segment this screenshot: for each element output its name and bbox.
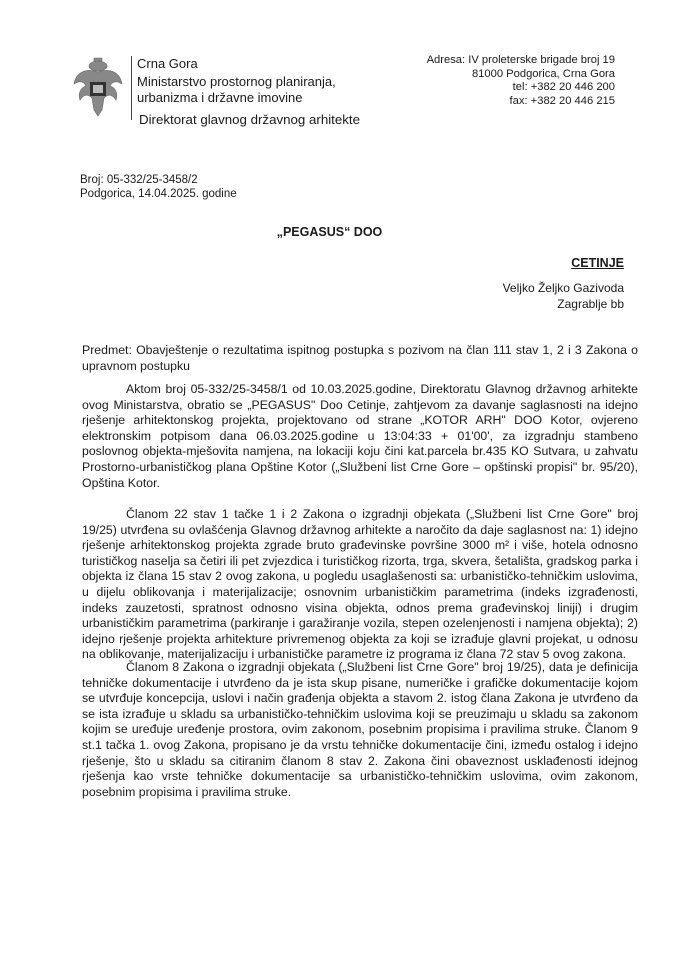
montenegro-coat-of-arms-logo (72, 54, 124, 118)
paragraph-1: Aktom broj 05-332/25-3458/1 od 10.03.2025.godine, Direktoratu Glavnog državnog arhitekte ovog Ministarstva, obratio se „PEGASUS" Doo Cetinje, zahtjevom za davanje saglasnosti na idejno rješenje arhitektonskog projekta, projektovano od strane „KOTOR ARH" DOO Kotor, ovjereno elektronskim potpisom dana 06.03.2025.godine u 13:04:33 + 01'00', za izgradnju stambeno poslovnog objekta-mješovita namjena, na lokaciji koju čini kat.parcela br.435 KO Sutvara, u zahvatu Prostorno-urbanističkog plana Opštine Kotor („Službeni list Crne Gore – opštinski propisi" br. 95/20), Opština Kotor. (82, 382, 638, 490)
paragraph-2: Članom 22 stav 1 tačke 1 i 2 Zakona o izgradnji objekata („Službeni list Crne Gore" broj 19/25) utvrđena su ovlašćenja Glavnog državnog arhitekte a naročito da daje saglasnost na: 1) idejno rješenje arhitektonskog projekta zgrade bruto građevinske površine 3000 m² i više, hotela odnosno turističkog naselja sa četiri ili pet zvjezdica i turističkog rizorta, trga, skvera, šetališta, gradskog parka i objekta iz člana 15 stav 2 ovog zakona, u pogledu usaglašenosti sa: urbanističko-tehničkim uslovima, u dijelu oblikovanja i materijalizacije; osnovnim urbanističkim parametrima (indeks izgrađenosti, indeks zauzetosti, spratnost odnosno visina objekta, odnos prema građevinskoj liniji) i drugim urbanističkim parametrima (parkiranje i garažiranje vozila, stepen ozelenjenosti i namjena objekta); 2) idejno rješenje projekta arhitekture privremenog objekta za koji se izrađuje glavni projekat, u odnosu na oblikovanje, materijalizaciju i urbanističke parametre iz programa iz člana 72 stav 5 ovog zakona. (82, 507, 638, 662)
recipient-company (0, 225, 679, 239)
paragraph-3: Članom 8 Zakona o izgradnji objekata („Službeni list Crne Gore" broj 19/25), data je definicija tehničke dokumentacije i utvrđeno da je ista skup pisane, numeričke i grafičke dokumentacije kojom se utvrđuje koncepcija, uslovi i način građenja objekta a stavom 2. istog člana Zakona je utvrđeno da se ista izrađuje u skladu sa urbanističko-tehničkim uslovima koji se preuzimaju u skladu sa zakonom kojim se uređuje uređenje prostora, ovim zakonom, posebnim propisima i pravilima struke. Članom 9 st.1 tačka 1. ovog Zakona, propisano je da vrstu tehničke dokumentacije čini, između ostalog i idejno rješenje, što u skladu sa citiranim članom 8 stav 2. Zakona čini obaveznost usklađenosti idejnog rješenja kao vrste tehničke dokumentacije sa urbanističko-tehničkim uslovima, ovim zakonom, posebnim propisima i pravilima struke. (82, 660, 638, 799)
ministry-name-line1: Ministarstvo prostornog planiranja, (137, 74, 336, 89)
recipient-address (503, 280, 624, 312)
subject-line: Predmet: Obavještenje o rezultatima ispitnog postupka s pozivom na član 111 stav 1, 2 i 3 Zakona o upravnom postupku (82, 343, 638, 373)
recipient-person: Veljko Željko Gazivoda (502, 281, 624, 295)
reference-block (80, 173, 237, 201)
address-line1: Adresa: IV proleterske brigade broj 19 (426, 54, 615, 66)
directorate-name: Direktorat glavnog državnog arhitekte (139, 112, 360, 127)
recipient-city: CETINJE (571, 256, 624, 270)
reference-number: Broj: 05-332/25-3458/2 (80, 174, 198, 186)
recipient-company-name: „PEGASUS“ DOO (276, 225, 383, 239)
address-line2: 81000 Podgorica, Crna Gora (471, 67, 615, 80)
recipient-street: Zagrablje bb (557, 297, 624, 311)
place-date: Podgorica, 14.04.2025. godine (80, 188, 237, 200)
fax: fax: +382 20 446 215 (509, 94, 615, 107)
country-name: Crna Gora (137, 56, 198, 71)
telephone: tel: +382 20 446 200 (512, 81, 615, 93)
ministry-name-line2: urbanizma i državne imovine (137, 90, 303, 105)
address-block (427, 54, 615, 108)
header-divider (131, 56, 132, 120)
